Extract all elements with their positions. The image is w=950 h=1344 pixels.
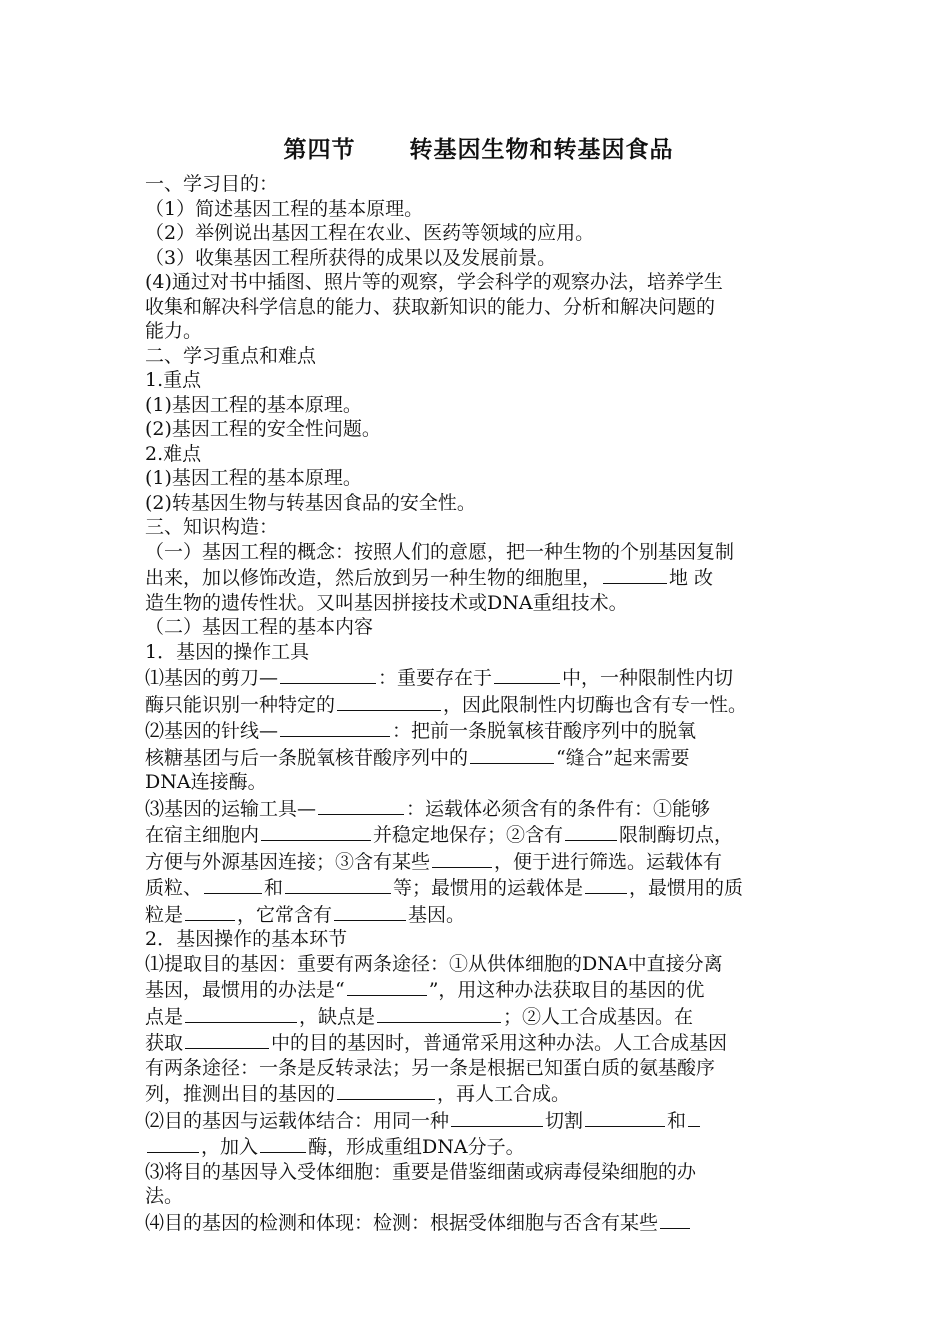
text-line: DNA连接酶。 [145,771,267,793]
text-line: 1．基因的操作工具 [145,640,310,663]
text-line: (4)通过对书中插图、照片等的观察，学会科学的观察办法，培养学生 [145,271,723,293]
text-line: 粒是 ，它常含有 基因。 [145,901,812,928]
text-line: 点是 ，缺点是 ；②人工合成基因。在 [145,1003,812,1030]
text-line: 法。 [145,1185,184,1207]
text-line: 造生物的遗传性状。又叫基因拼接技术或DNA重组技术。 [145,591,628,614]
fill-blank[interactable] [688,1107,700,1127]
text-line: 2.难点 [145,442,202,465]
text-line: ⑵目的基因与运载体结合：用同一种 切割 和 [145,1107,812,1134]
fill-blank[interactable] [285,874,391,894]
text-line: 质粒、 和 等；最惯用的运载体是 ，最惯用的质 [145,874,812,901]
fill-blank[interactable] [318,795,404,815]
fill-blank[interactable] [185,901,235,921]
text-line: 核糖基团与后一条脱氧核苷酸序列中的 “缝合”起来需要 [145,744,812,771]
text-line: ⑴提取目的基因：重要有两条途径：①从供体细胞的DNA中直接分离 [145,952,723,975]
text-line: 2．基因操作的基本环节 [145,928,348,950]
fill-blank[interactable] [261,821,371,841]
text-line: ⑷目的基因的检测和体现：检测：根据受体细胞与否含有某些 [145,1209,812,1236]
fill-blank[interactable] [565,821,617,841]
text-line: 列，推测出目的基因的 ，再人工合成。 [145,1080,812,1107]
fill-blank[interactable] [451,1107,543,1127]
text-line: 收集和解决科学信息的能力、获取新知识的能力、分析和解决问题的 [145,295,716,318]
text-line: 1.重点 [145,369,202,391]
fill-blank[interactable] [470,744,554,764]
text-line: （二）基因工程的基本内容 [145,616,374,638]
fill-blank[interactable] [660,1209,690,1229]
document-title: 第四节 转基因生物和转基因食品 [283,137,674,163]
text-line: ，加入 酶，形成重组DNA分子。 [145,1133,812,1160]
fill-blank[interactable] [280,717,390,737]
text-line: 有两条途径：一条是反转录法；另一条是根据已知蛋白质的氨基酸序 [145,1056,716,1079]
text-line: 基因，最惯用的办法是“ ”，用这种办法获取目的基因的优 [145,976,812,1003]
fill-blank[interactable] [260,1133,306,1153]
text-line: 在宿主细胞内 并稳定地保存；②含有 限制酶切点， [145,821,812,848]
text-line: ⑵基因的针线— ：把前一条脱氧核苷酸序列中的脱氧 [145,717,812,744]
fill-blank[interactable] [337,1080,435,1100]
text-line: 获取 中的目的基因时，普通常采用这种办法。人工合成基因 [145,1029,812,1056]
fill-blank[interactable] [185,1003,297,1023]
fill-blank[interactable] [334,901,406,921]
text-line: ⑴基因的剪刀— ：重要存在于 中，一种限制性内切 [145,664,812,691]
text-line: (2)基因工程的安全性问题。 [145,418,381,440]
text-line: 出来，加以修饰改造，然后放到另一种生物的细胞里， 地 改 [145,564,812,591]
text-line: (1)基因工程的基本原理。 [145,467,362,489]
text-line: 一、学习目的： [145,173,279,195]
fill-blank[interactable] [585,874,627,894]
text-line: （1）简述基因工程的基本原理。 [145,197,424,220]
fill-blank[interactable] [432,848,492,868]
fill-blank[interactable] [337,691,441,711]
fill-blank[interactable] [494,664,560,684]
text-line: （3）收集基因工程所获得的成果以及发展前景。 [145,246,557,269]
fill-blank[interactable] [585,1107,665,1127]
fill-blank[interactable] [147,1133,199,1153]
fill-blank[interactable] [377,1003,501,1023]
text-line: 三、知识构造： [145,516,279,538]
text-line: ⑶基因的运输工具— ：运载体必须含有的条件有：①能够 [145,795,812,822]
text-line: (2)转基因生物与转基因食品的安全性。 [145,491,476,514]
text-line: （一）基因工程的概念：按照人们的意愿，把一种生物的个别基因复制 [145,540,735,563]
text-line: （2）举例说出基因工程在农业、医药等领域的应用。 [145,222,595,244]
fill-blank[interactable] [280,664,376,684]
fill-blank[interactable] [185,1029,269,1049]
text-line: (1)基因工程的基本原理。 [145,393,362,416]
text-line: 酶只能识别一种特定的 ，因此限制性内切酶也含有专一性。 [145,691,812,718]
text-line: 能力。 [145,320,203,342]
fill-blank[interactable] [204,874,262,894]
fill-blank[interactable] [603,564,667,584]
text-line: ⑶将目的基因导入受体细胞：重要是借鉴细菌或病毒侵染细胞的办 [145,1160,697,1183]
text-line: 方便与外源基因连接；③含有某些 ，便于进行筛选。运载体有 [145,848,812,875]
fill-blank[interactable] [347,976,427,996]
text-line: 二、学习重点和难点 [145,344,317,367]
